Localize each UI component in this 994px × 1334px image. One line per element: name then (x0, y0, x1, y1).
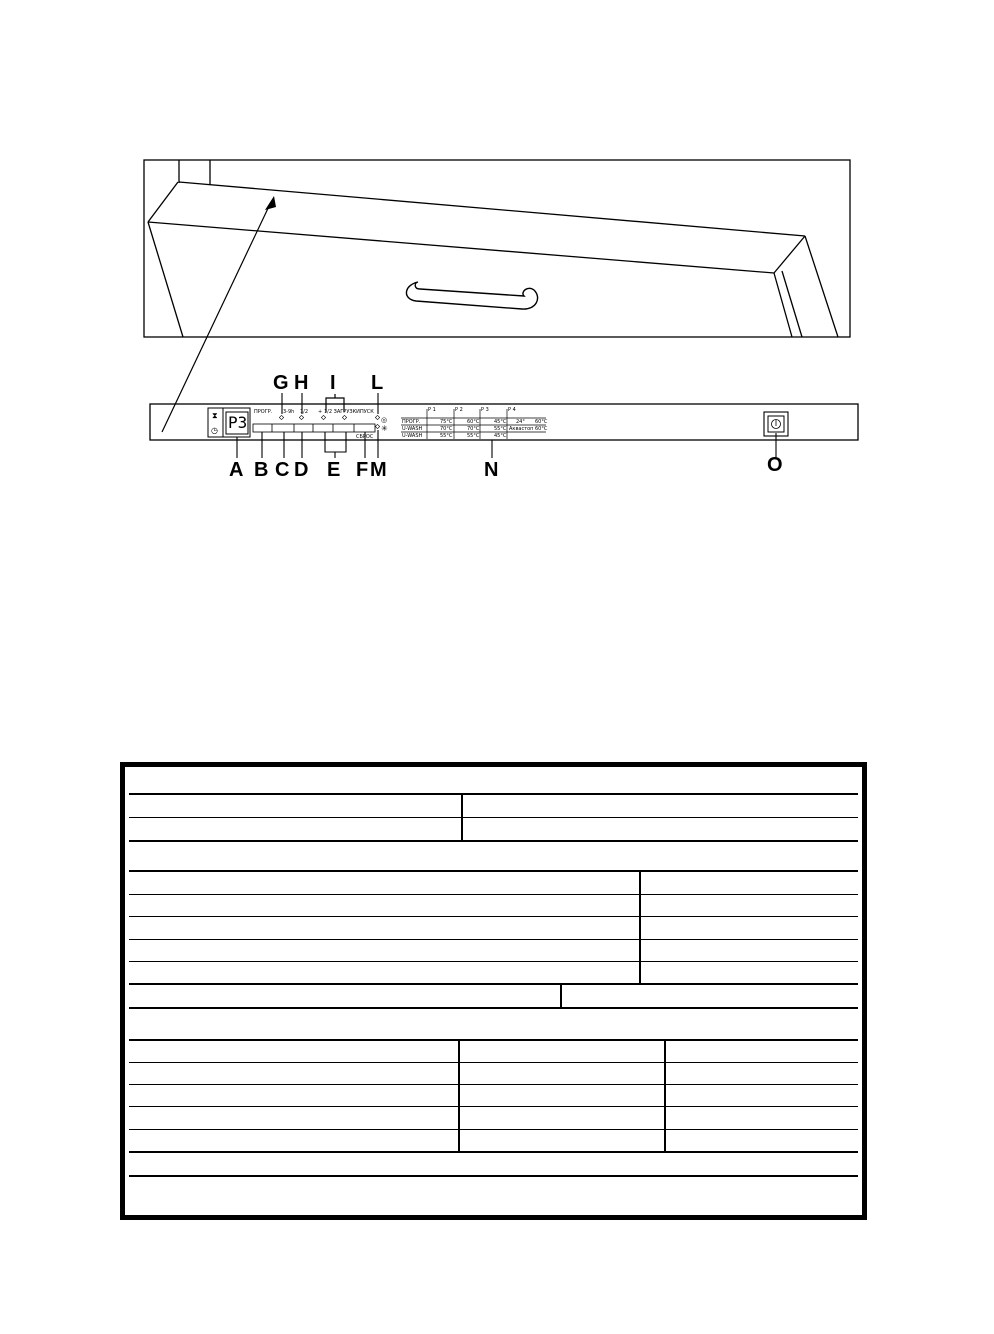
prog-r3-c3: 45°C (494, 433, 507, 439)
label-half-load: 1/2 ЗАГРУЗКИ (324, 409, 360, 415)
door-view-frame (144, 160, 850, 337)
table-row (129, 962, 858, 985)
callout-e: E (327, 459, 341, 481)
table-row (129, 818, 858, 842)
label-delay: 3-9h (283, 409, 295, 415)
callout-m: M (370, 459, 387, 481)
table-row (129, 1085, 858, 1107)
table-row (129, 1009, 858, 1041)
program-display: P3 (228, 413, 248, 432)
callout-g: G (273, 372, 289, 394)
door-handle (406, 282, 537, 309)
prog-header-2: P 2 (455, 407, 463, 413)
callout-c: C (275, 459, 290, 481)
specification-table (120, 762, 867, 1220)
prog-r2-c1: 70°C (440, 426, 453, 432)
prog-header-1: P 1 (428, 407, 436, 413)
prog-r3-c0: U-WASH (402, 433, 423, 439)
rinse-aid-icon: ✳ (381, 424, 388, 433)
table-row (129, 1177, 858, 1215)
prog-r1-c3: 45°C (494, 419, 507, 425)
salt-icon: ◎ (381, 416, 388, 424)
pointer-arrow-line (162, 202, 271, 432)
table-row (129, 872, 858, 895)
table-row (129, 842, 858, 872)
table-row (129, 1107, 858, 1130)
callout-d: D (294, 459, 309, 481)
callout-f: F (356, 459, 369, 481)
prog-r3-c2: 55°C (467, 433, 480, 439)
callout-l: L (371, 372, 384, 394)
table-row (129, 940, 858, 962)
table-row (129, 1063, 858, 1085)
table-row (129, 895, 858, 917)
prog-r1-c0: ПРОГР. (402, 419, 421, 425)
prog-r3-c1: 55°C (440, 433, 453, 439)
callout-n: N (484, 459, 499, 481)
label-sbros: СБРОС (356, 434, 374, 440)
callout-b: B (254, 459, 269, 481)
table-row (129, 1153, 858, 1177)
prog-r2-c2: 70°C (467, 426, 480, 432)
pointer-arrow-head (265, 196, 276, 210)
prog-r1-c4: 24° (516, 419, 525, 425)
door-outline (148, 160, 838, 337)
label-prog: ПРОГР. (254, 409, 273, 415)
callout-a: A (229, 459, 244, 481)
table-row (129, 917, 858, 940)
prog-r2-c3: 55°C (494, 426, 507, 432)
table-row (129, 795, 858, 818)
prog-r1-c1: 75°C (440, 419, 453, 425)
callout-o: O (767, 454, 783, 476)
label-pusk: ПУСК (360, 409, 374, 415)
table-row (129, 985, 858, 1009)
label-half: 1/2 (300, 409, 309, 415)
prog-r1-c2: 60°C (467, 419, 480, 425)
prog-r2-c0: U-WASH (402, 426, 423, 432)
hourglass-icon: ⧗ (212, 411, 218, 420)
prog-r2-c5: 60°C (535, 426, 548, 432)
prog-header-3: P 3 (481, 407, 489, 413)
clock-icon: ◷ (211, 426, 218, 435)
table-row (129, 1130, 858, 1153)
table-row (129, 1041, 858, 1063)
table-row (129, 767, 858, 795)
button-strip (253, 424, 375, 432)
prog-header-4: P 4 (508, 407, 516, 413)
label-plus: + (318, 409, 323, 415)
callout-h: H (294, 372, 309, 394)
callout-i: I (330, 372, 336, 394)
prog-r1-c5: 60°C (535, 419, 548, 425)
prog-r2-c4: Аквастоп (509, 426, 534, 432)
